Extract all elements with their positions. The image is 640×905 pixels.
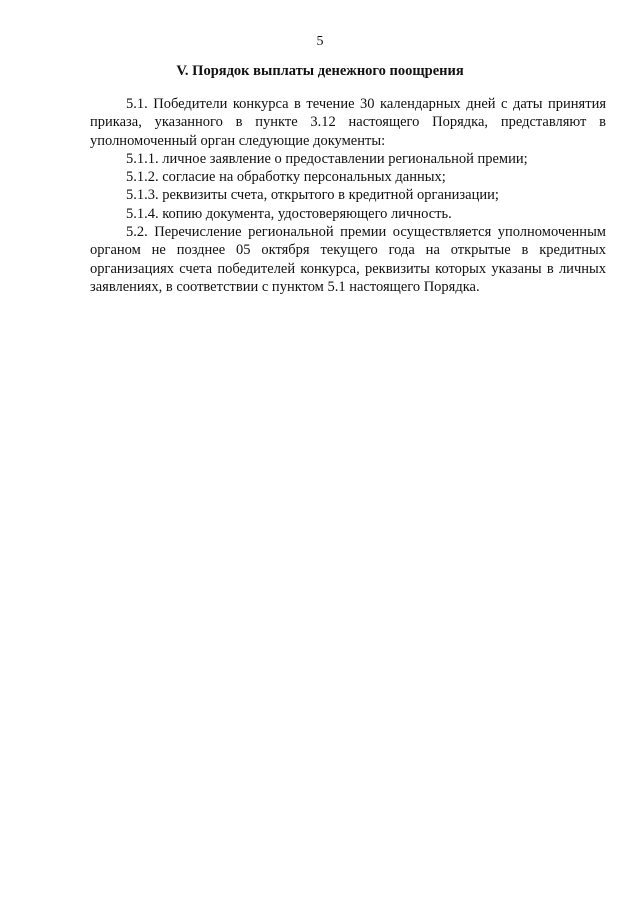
- paragraph-5-2: 5.2. Перечисление региональной премии осуществляется уполномоченным органом не позднее 05 октября текущего года на открытые в кредитных организациях счета победителей конкурса, реквизиты которых указаны в личных заявлениях, в соответствии с пунктом 5.1 настоящего Порядка.: [90, 224, 606, 295]
- paragraph-5-1-4: 5.1.4. копию документа, удостоверяющего личность.: [126, 205, 452, 222]
- paragraph-5-1-3: 5.1.3. реквизиты счета, открытого в кредитной организации;: [126, 187, 499, 204]
- paragraph-5-1-2: 5.1.2. согласие на обработку персональных данных;: [126, 169, 446, 186]
- section-title: V. Порядок выплаты денежного поощрения: [176, 63, 464, 79]
- paragraph-5-1: 5.1. Победители конкурса в течение 30 календарных дней с даты принятия приказа, указанного в пункте 3.12 настоящего Порядка, представляют в уполномоченный орган следующие документы:: [90, 96, 606, 149]
- paragraph-5-1-1: 5.1.1. личное заявление о предоставлении региональной премии;: [126, 150, 528, 167]
- page-number: 5: [316, 34, 324, 49]
- section-body: [90, 95, 606, 296]
